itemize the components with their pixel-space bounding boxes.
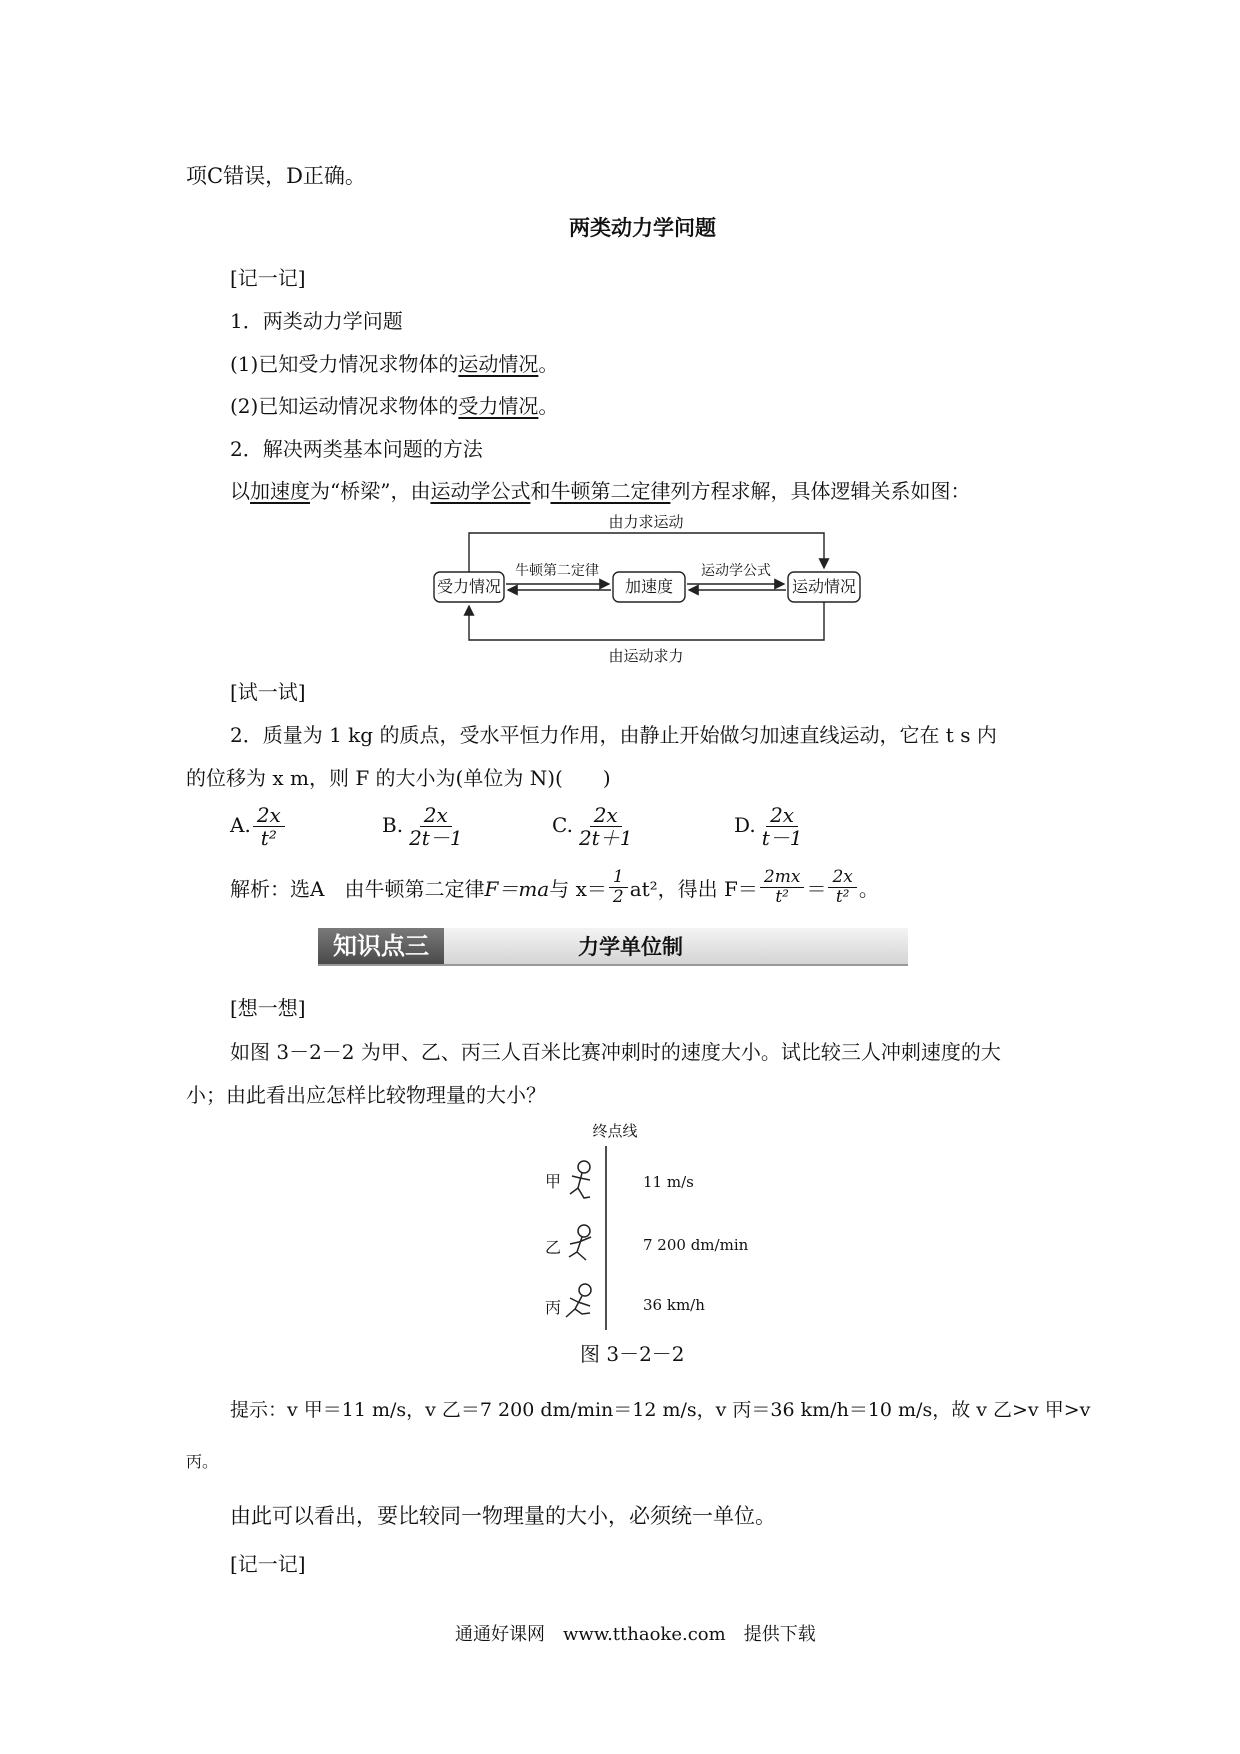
runner-figure [520,1110,820,1360]
hint-line-2: 丙。 [186,1452,219,1471]
half-denominator: 2 [612,887,624,907]
diagram-box-force-text: 受力情况 [436,577,502,596]
option-a-numerator: 2x [253,804,285,827]
option-d-numerator: 2x [766,804,798,827]
question-line-2: 的位移为 x m，则 F 的大小为(单位为 N)( ) [186,766,611,790]
think-tag: [想一想] [230,996,306,1020]
diagram-top-label: 由力求运动 [608,513,684,531]
arrow-bottom [469,602,824,640]
method-answer-2: 运动学公式 [430,479,531,503]
analysis-equation-1: F＝ma [484,877,550,901]
result-frac-2-numerator: 2x [828,868,856,888]
runner-3-name: 丙 [545,1298,562,1317]
remember-tag-2: [记一记] [230,1552,306,1576]
conclusion: 由此可以看出，要比较同一物理量的大小，必须统一单位。 [230,1504,776,1528]
runner-1-icon [570,1161,590,1198]
option-b-denominator: 2t－1 [409,826,463,850]
option-a [230,804,287,849]
diagram-box-motion-text: 运动情况 [791,577,857,596]
section-title: 两类动力学问题 [569,215,716,240]
method-text-3: 和 [530,479,551,503]
runner-1-name: 甲 [545,1172,562,1191]
item1-a-suffix: 。 [538,352,559,376]
method-answer-1: 加速度 [250,479,310,503]
analysis-line [230,868,879,907]
analysis-prefix: 解析：选A 由牛顿第二定律 [230,877,485,901]
half-numerator: 1 [609,868,628,888]
think-line-2: 小；由此看出应怎样比较物理量的大小？ [186,1083,546,1107]
knowledge-point-banner [318,928,908,966]
diagram-box-acc-text: 加速度 [624,577,674,596]
option-c-numerator: 2x [590,804,622,827]
option-c [552,804,638,849]
result-frac-2-denominator: t² [835,887,850,907]
footer: 通通好课网 www.tthaoke.com 提供下载 [455,1624,816,1645]
option-b-numerator: 2x [420,804,452,827]
runner-1-speed: 11 m/s [643,1173,694,1191]
method-line [230,475,970,504]
hint-line-1: 提示：v 甲＝11 m/s，v 乙＝7 200 dm/min＝12 m/s，v 丙＝36 km/h＝10 m/s，故 v 乙>v 甲>v [230,1399,1091,1421]
question-line-1: 2．质量为 1 kg 的质点，受水平恒力作用，由静止开始做匀加速直线运动，它在 t s 内 [230,723,997,747]
analysis-equals: ＝ [806,877,827,901]
item1-b [230,390,558,419]
result-frac-1-numerator: 2mx [760,868,805,888]
item1-b-answer: 受力情况 [458,394,539,418]
trial-tag: [试一试] [230,680,306,704]
diagram-left-link-label: 牛顿第二定律 [515,563,599,579]
option-d-denominator: t－1 [761,826,803,850]
option-a-label: A. [230,813,251,837]
analysis-end: 。 [858,877,879,901]
method-text-2: 为“桥梁”，由 [310,479,431,503]
item1-b-prefix: (2)已知运动情况求物体的 [230,394,459,418]
finish-line-label: 终点线 [592,1122,638,1140]
item1-a [230,348,558,377]
method-text-4: 列方程求解，具体逻辑关系如图： [670,479,971,503]
runner-2-name: 乙 [545,1238,562,1257]
option-a-denominator: t² [260,826,277,850]
runner-2-speed: 7 200 dm/min [643,1236,749,1254]
banner-tag: 知识点三 [318,928,444,964]
top-line: 项C错误，D正确。 [186,164,366,188]
item2-title: 2．解决两类基本问题的方法 [230,437,483,461]
option-d [734,804,808,849]
item1-title: 1．两类动力学问题 [230,309,403,333]
item1-b-suffix: 。 [538,394,559,418]
runner-2-icon [569,1225,591,1260]
option-b [382,804,469,849]
result-frac-1-denominator: t² [775,887,789,907]
runner-3-icon [566,1284,591,1317]
logic-diagram [420,510,870,665]
option-c-label: C. [552,813,573,837]
diagram-bottom-label: 由运动求力 [608,647,684,665]
item1-a-answer: 运动情况 [458,352,539,376]
analysis-mid: 与 x＝ [549,877,607,901]
option-d-label: D. [734,813,756,837]
method-text-1: 以 [230,479,250,503]
banner-title: 力学单位制 [578,934,683,959]
diagram-right-link-label: 运动学公式 [701,563,771,579]
analysis-at2: at²，得出 F＝ [629,877,758,901]
think-line-1: 如图 3－2－2 为甲、乙、丙三人百米比赛冲刺时的速度大小。试比较三人冲刺速度的大 [230,1040,1001,1064]
runner-3-speed: 36 km/h [643,1296,705,1314]
remember-tag: [记一记] [230,266,306,290]
option-b-label: B. [382,813,404,837]
method-answer-3: 牛顿第二定律 [550,479,671,503]
item1-a-prefix: (1)已知受力情况求物体的 [230,352,459,376]
option-c-denominator: 2t＋1 [578,826,633,850]
figure-caption: 图 3－2－2 [580,1342,685,1366]
